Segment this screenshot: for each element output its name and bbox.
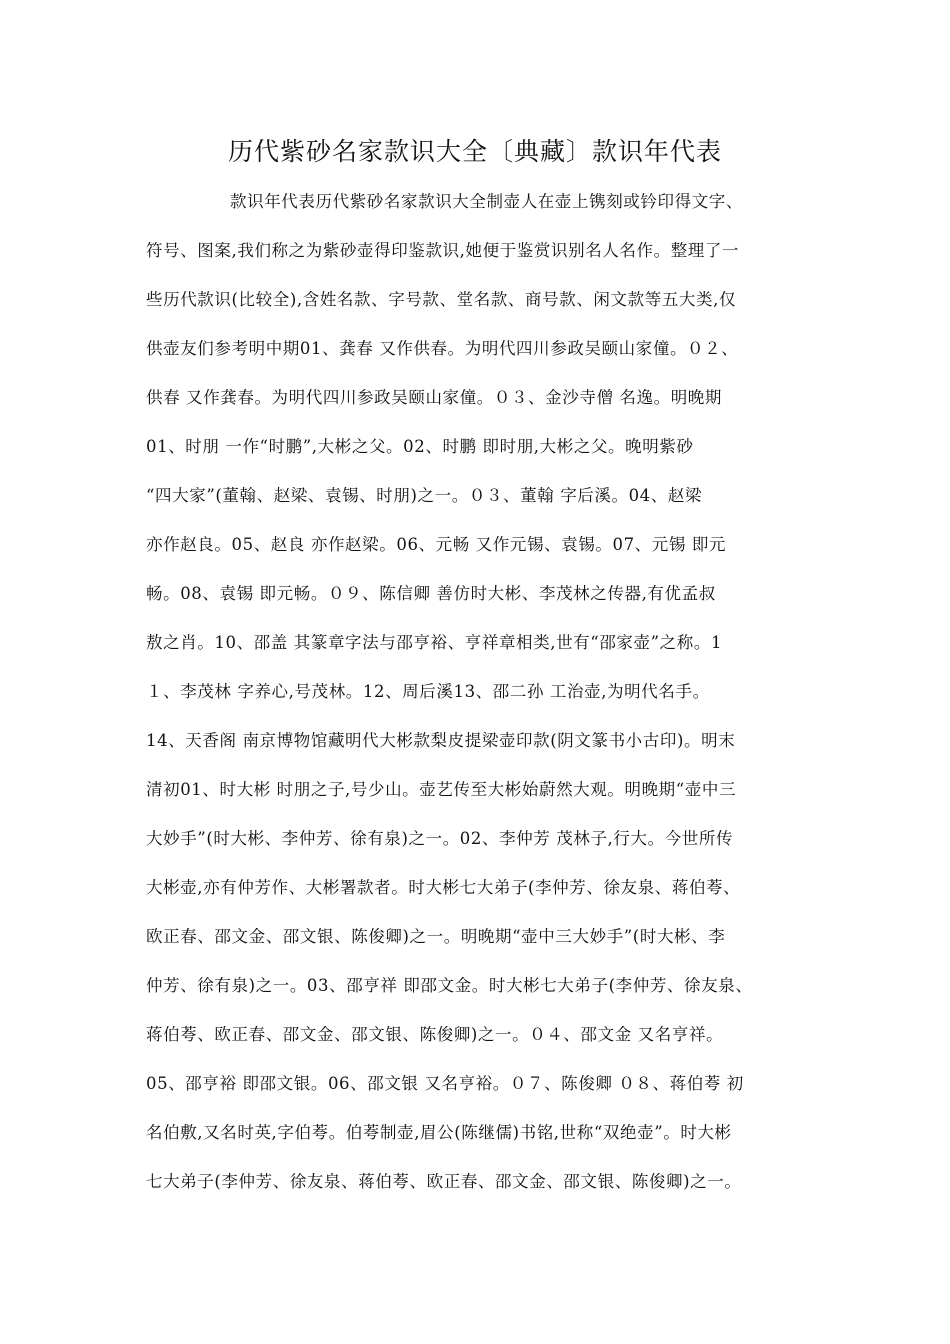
body-line: 仲芳、徐有泉)之一。03、邵亨祥 即邵文金。时大彬七大弟子(李仲芳、徐友泉、 bbox=[146, 976, 753, 995]
body-line: 敖之肖。10、邵盖 其篆章字法与邵亨裕、亨祥章相类,世有“邵家壶”之称。1 bbox=[146, 633, 723, 652]
body-line: 符号、图案,我们称之为紫砂壶得印鉴款识,她便于鉴赏识别名人名作。整理了一 bbox=[146, 241, 740, 260]
body-line: 欧正春、邵文金、邵文银、陈俊卿)之一。明晚期“壶中三大妙手”(时大彬、李 bbox=[146, 927, 726, 946]
document-title: 历代紫砂名家款识大全〔典藏〕款识年代表 bbox=[227, 137, 722, 166]
body-line: 款识年代表历代紫砂名家款识大全制壶人在壶上镌刻或钤印得文字、 bbox=[230, 192, 743, 211]
body-line: 七大弟子(李仲芳、徐友泉、蒋伯荂、欧正春、邵文金、邵文银、陈俊卿)之一。 bbox=[146, 1172, 742, 1191]
body-line: 14、天香阁 南京博物馆藏明代大彬款梨皮提梁壶印款(阴文篆书小古印)。明末 bbox=[146, 731, 736, 750]
body-line: 供壶友们参考明中期01、龚春 又作供春。为明代四川参政吴颐山家僮。０２、 bbox=[146, 339, 739, 358]
body-line: 清初01、时大彬 时朋之子,号少山。壶艺传至大彬始蔚然大观。明晚期“壶中三 bbox=[146, 780, 737, 799]
body-line: 供春 又作龚春。为明代四川参政吴颐山家僮。０３、金沙寺僧 名逸。明晚期 bbox=[146, 388, 722, 407]
body-line: “四大家”(董翰、赵梁、袁锡、时朋)之一。０３、董翰 字后溪。04、赵梁 bbox=[146, 486, 703, 505]
body-line: １、李茂林 字养心,号茂林。12、周后溪13、邵二孙 工治壶,为明代名手。 bbox=[146, 682, 710, 701]
body-line: 大妙手”(时大彬、李仲芳、徐有泉)之一。02、李仲芳 茂林子,行大。今世所传 bbox=[146, 829, 734, 848]
body-line: 05、邵亨裕 即邵文银。06、邵文银 又名亨裕。０７、陈俊卿 ０８、蒋伯荂 初 bbox=[146, 1074, 744, 1093]
body-line: 01、时朋 一作“时鹏”,大彬之父。02、时鹏 即时朋,大彬之父。晚明紫砂 bbox=[146, 437, 694, 456]
body-line: 名伯敷,又名时英,字伯荂。伯荂制壶,眉公(陈继儒)书铭,世称“双绝壶”。时大彬 bbox=[146, 1123, 732, 1142]
body-line: 大彬壶,亦有仲芳作、大彬署款者。时大彬七大弟子(李仲芳、徐友泉、蒋伯荂、 bbox=[146, 878, 741, 897]
body-line: 蒋伯荂、欧正春、邵文金、邵文银、陈俊卿)之一。０４、邵文金 又名亨祥。 bbox=[146, 1025, 724, 1044]
body-line: 些历代款识(比较全),含姓名款、字号款、堂名款、商号款、闲文款等五大类,仅 bbox=[146, 290, 737, 309]
body-line: 畅。08、袁锡 即元畅。０９、陈信卿 善仿时大彬、李茂林之传器,有优孟叔 bbox=[146, 584, 716, 603]
body-line: 亦作赵良。05、赵良 亦作赵梁。06、元畅 又作元锡、袁锡。07、元锡 即元 bbox=[146, 535, 727, 554]
